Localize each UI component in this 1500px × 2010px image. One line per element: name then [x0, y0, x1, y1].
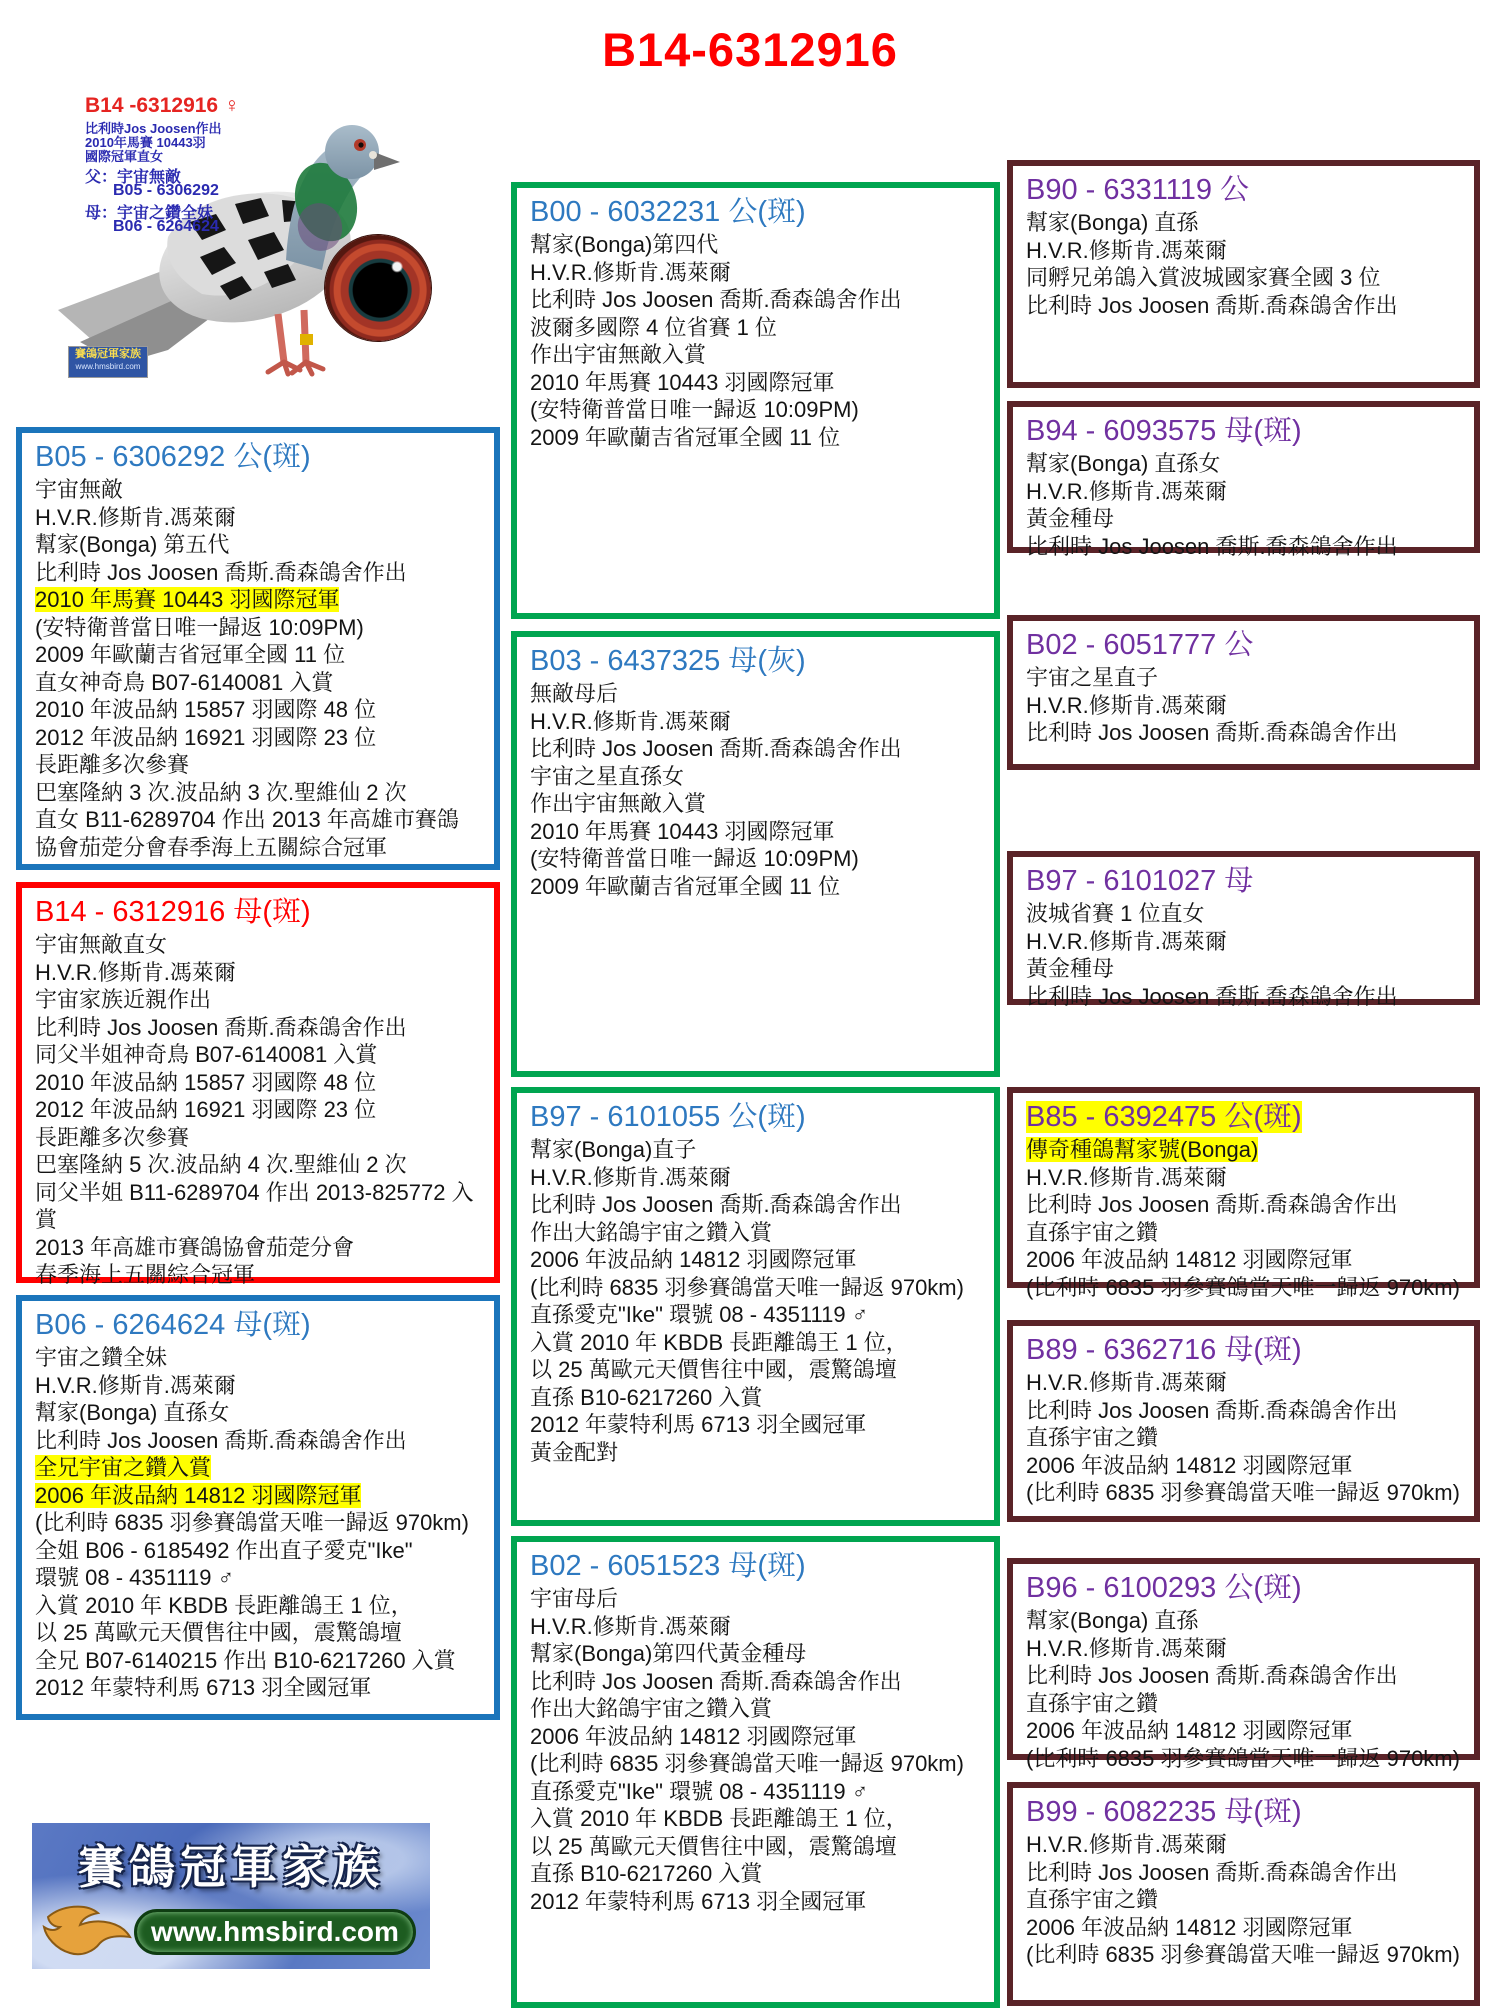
pedigree-line-text: 直孫愛克"Ike" 環號 08 - 4351119 ♂: [530, 1778, 869, 1804]
watermark-url: www.hmsbird.com: [75, 362, 141, 371]
pedigree-line-text: 2010 年波品納 15857 羽國際 48 位: [35, 697, 377, 722]
pedigree-line-text: 2012 年波品納 16921 羽國際 23 位: [35, 1097, 377, 1122]
pedigree-line-text: 作出宇宙無敵入賞: [530, 342, 707, 367]
pedigree-line-text: 長距離多次參賽: [35, 1124, 190, 1150]
pedigree-line: [530, 680, 981, 708]
pedigree-line-text: 2012 年蒙特利馬 6713 羽全國冠軍: [530, 1888, 867, 1914]
pedigree-line: [1026, 478, 1461, 506]
pedigree-line-text: 全兄 B07-6140215 作出 B10-6217260 入賞: [35, 1647, 456, 1673]
pedigree-line-text: 2009 年歐蘭吉省冠軍全國 11 位: [530, 424, 841, 450]
pedigree-line: [1026, 1246, 1461, 1274]
pedigree-box-b02-mid: [511, 1536, 1000, 2008]
loft-logo-title: 賽鴿冠軍家族: [78, 1841, 384, 1893]
pedigree-line-text: 直女神奇鳥 B07-6140081 入賞: [35, 669, 334, 695]
pedigree-line-text: 比利時 Jos Joosen 喬斯.喬森鴿舍作出: [1026, 720, 1398, 745]
box-lines: [1026, 664, 1461, 747]
pedigree-line: [1026, 264, 1461, 292]
pedigree-line-text: 黃金配對: [530, 1439, 619, 1465]
pedigree-line-text: 巴塞隆納 3 次.波品納 3 次.聖維仙 2 次: [35, 779, 407, 805]
pedigree-line-text: 幫家(Bonga)第四代: [530, 232, 719, 257]
pedigree-line-text: 比利時 Jos Joosen 喬斯.喬森鴿舍作出: [1026, 1397, 1398, 1423]
pedigree-line: [35, 1399, 481, 1427]
pedigree-line-text: 作出大銘鴿宇宙之鑽入賞: [530, 1696, 773, 1721]
box-lines: [530, 1585, 981, 1915]
pedigree-line: [530, 1411, 981, 1439]
pedigree-line: [35, 1537, 481, 1565]
pedigree-line: [35, 1234, 481, 1262]
pedigree-box-header: B96 - 6100293 公(斑): [1026, 1572, 1302, 1604]
pedigree-line-text: 2009 年歐蘭吉省冠軍全國 11 位: [530, 873, 841, 899]
pedigree-line: [530, 1164, 981, 1192]
pedigree-line: [35, 1592, 481, 1620]
pedigree-line-text: 協會茄萣分會春季海上五關綜合冠軍: [35, 834, 388, 860]
pedigree-line: [35, 696, 481, 724]
pedigree-line-text: 比利時 Jos Joosen 喬斯.喬森鴿舍作出: [35, 1427, 407, 1453]
pedigree-line: [530, 763, 981, 791]
photo-watermark: [68, 346, 148, 378]
pedigree-box-b00: [511, 182, 1000, 619]
pedigree-line: [35, 504, 481, 532]
pedigree-line: [530, 1613, 981, 1641]
pedigree-line-text: 長距離多次參賽: [35, 752, 190, 777]
pedigree-box-header: B02 - 6051523 母(斑): [530, 1550, 806, 1582]
pedigree-line: [35, 1014, 481, 1042]
pedigree-line-text: 全兄宇宙之鑽入賞: [35, 1455, 212, 1480]
pedigree-line-text: 2006 年波品納 14812 羽國際冠軍: [530, 1247, 857, 1272]
box-lines: [1026, 900, 1461, 1010]
pedigree-line-text: 以 25 萬歐元天價售往中國，震驚鴿壇: [530, 1833, 897, 1859]
pedigree-line-text: H.V.R.修斯肯.馮萊爾: [1026, 928, 1227, 954]
pedigree-line-text: 以 25 萬歐元天價售往中國，震驚鴿壇: [530, 1357, 897, 1382]
pedigree-line-text: 比利時 Jos Joosen 喬斯.喬森鴿舍作出: [35, 559, 407, 585]
pedigree-line-text: 2010 年馬賽 10443 羽國際冠軍: [530, 818, 835, 844]
pedigree-line: [1026, 664, 1461, 692]
pedigree-line: [35, 1674, 481, 1702]
box-lines: [1026, 1136, 1461, 1301]
pedigree-line: [35, 806, 481, 834]
pedigree-line: [35, 1124, 481, 1152]
pedigree-line-text: 以 25 萬歐元天價售往中國，震驚鴿壇: [35, 1620, 402, 1645]
pedigree-line-text: 全姐 B06 - 6185492 作出直子愛克"Ike": [35, 1537, 413, 1563]
pedigree-line-text: (比利時 6835 羽參賽鴿當天唯一歸返 970km): [530, 1751, 964, 1776]
pedigree-line: [1026, 900, 1461, 928]
pedigree-line-text: 宇宙無敵直女: [35, 932, 168, 957]
pedigree-line-text: 比利時 Jos Joosen 喬斯.喬森鴿舍作出: [1026, 1192, 1398, 1217]
pedigree-line-text: 2010 年波品納 15857 羽國際 48 位: [35, 1069, 377, 1095]
pedigree-line: [1026, 1690, 1461, 1718]
pedigree-line-text: 比利時 Jos Joosen 喬斯.喬森鴿舍作出: [1026, 1663, 1398, 1688]
pedigree-line: [530, 341, 981, 369]
pedigree-box-header: B90 - 6331119 公: [1026, 174, 1250, 206]
pedigree-line: [1026, 505, 1461, 533]
pedigree-line: [530, 873, 981, 901]
pedigree-line-text: 幫家(Bonga) 直孫女: [35, 1400, 230, 1425]
pedigree-line: [1026, 1831, 1461, 1859]
pedigree-line: [35, 986, 481, 1014]
pedigree-box-b05: [16, 427, 500, 870]
pedigree-line-text: 比利時 Jos Joosen 喬斯.喬森鴿舍作出: [35, 1014, 407, 1040]
pedigree-line: [530, 259, 981, 287]
pedigree-line: [35, 559, 481, 587]
pedigree-line: [1026, 1745, 1461, 1773]
pedigree-line-text: 比利時 Jos Joosen 喬斯.喬森鴿舍作出: [530, 1668, 902, 1694]
pedigree-line-text: 直孫宇宙之鑽: [1026, 1425, 1159, 1450]
pedigree-line: [530, 1301, 981, 1329]
pedigree-box-b85: [1007, 1087, 1480, 1300]
pedigree-line-text: 宇宙之星直孫女: [530, 763, 685, 789]
pedigree-box-b90: [1007, 160, 1480, 388]
pedigree-line: [1026, 237, 1461, 265]
pedigree-line: [530, 1805, 981, 1833]
pedigree-line-text: 幫家(Bonga) 直孫女: [1026, 451, 1221, 476]
pedigree-line: [1026, 1191, 1461, 1219]
box-lines: [35, 1344, 481, 1702]
pedigree-line: [530, 1668, 981, 1696]
pedigree-line-text: 波城省賽 1 位直女: [1026, 901, 1205, 926]
pedigree-line-text: 2006 年波品納 14812 羽國際冠軍: [1026, 1247, 1353, 1272]
pedigree-line-text: 黃金種母: [1026, 956, 1115, 981]
pedigree-line: [35, 1069, 481, 1097]
pedigree-line-text: 宇宙之星直子: [1026, 665, 1159, 690]
pedigree-line-text: 比利時 Jos Joosen 喬斯.喬森鴿舍作出: [530, 1192, 902, 1217]
pedigree-line: [530, 314, 981, 342]
pedigree-line-text: 作出大銘鴿宇宙之鑽入賞: [530, 1219, 773, 1245]
pedigree-box-header: B97 - 6101027 母: [1026, 865, 1254, 897]
pedigree-box-b03: [511, 631, 1000, 1077]
pedigree-line: [35, 751, 481, 779]
pedigree-box-header: B99 - 6082235 母(斑): [1026, 1796, 1302, 1828]
box-lines: [1026, 450, 1461, 560]
pedigree-line-text: 無敵母后: [530, 681, 619, 706]
photo-ring-title: B14 -6312916 ♀: [85, 94, 240, 117]
pedigree-box-b02-right: [1007, 615, 1480, 770]
pedigree-line: [35, 1564, 481, 1592]
pedigree-line-text: 傳奇種鴿幫家號(Bonga): [1026, 1137, 1259, 1162]
pedigree-line: [530, 818, 981, 846]
pedigree-line: [1026, 1274, 1461, 1302]
pedigree-line-text: 比利時 Jos Joosen 喬斯.喬森鴿舍作出: [1026, 533, 1398, 559]
pedigree-box-header: B00 - 6032231 公(斑): [530, 196, 806, 228]
pedigree-box-b97-sire-side: [511, 1087, 1000, 1526]
pedigree-line-text: 直孫宇宙之鑽: [1026, 1219, 1159, 1245]
pedigree-line: [530, 1695, 981, 1723]
pedigree-line: [530, 1833, 981, 1861]
pedigree-line-text: 同孵兄弟鴿入賞波城國家賽全國 3 位: [1026, 265, 1381, 290]
pedigree-line-text: H.V.R.修斯肯.馮萊爾: [35, 959, 236, 985]
pedigree-line-text: 入賞 2010 年 KBDB 長距離鴿王 1 位，: [35, 1592, 413, 1618]
pedigree-line-text: H.V.R.修斯肯.馮萊爾: [1026, 237, 1227, 263]
pedigree-line: [530, 1640, 981, 1668]
pedigree-line-text: H.V.R.修斯肯.馮萊爾: [1026, 1832, 1227, 1857]
loft-logo-banner: [32, 1823, 430, 1969]
pedigree-line: [35, 1096, 481, 1124]
pedigree-line-text: (比利時 6835 羽參賽鴿當天唯一歸返 970km): [35, 1510, 469, 1535]
pedigree-line: [35, 641, 481, 669]
pedigree-line-text: (安特衛普當日唯一歸返 10:09PM): [35, 614, 364, 640]
pedigree-line-text: 幫家(Bonga)直子: [530, 1137, 697, 1162]
watermark-title: 賽鴿冠軍家族: [75, 348, 141, 360]
pedigree-box-header: B97 - 6101055 公(斑): [530, 1101, 806, 1133]
pedigree-box-header: B05 - 6306292 公(斑): [35, 441, 311, 473]
pedigree-line-text: H.V.R.修斯肯.馮萊爾: [35, 1372, 236, 1398]
pedigree-box-header: B89 - 6362716 母(斑): [1026, 1334, 1302, 1366]
pedigree-line: [1026, 983, 1461, 1011]
pedigree-line: [1026, 955, 1461, 983]
pedigree-box-header: B02 - 6051777 公: [1026, 629, 1254, 661]
pedigree-line-text: 宇宙母后: [530, 1586, 619, 1611]
pedigree-box-header: B94 - 6093575 母(斑): [1026, 415, 1302, 447]
pedigree-line: [1026, 209, 1461, 237]
pedigree-line-text: (比利時 6835 羽參賽鴿當天唯一歸返 970km): [1026, 1274, 1460, 1300]
pedigree-line-text: (比利時 6835 羽參賽鴿當天唯一歸返 970km): [530, 1274, 964, 1300]
pedigree-box-header: B06 - 6264624 母(斑): [35, 1309, 311, 1341]
pedigree-line: [530, 396, 981, 424]
box-lines: [35, 476, 481, 861]
pigeon-eye-photo: [325, 235, 431, 341]
box-lines: [530, 680, 981, 900]
pedigree-box-b99: [1007, 1782, 1480, 2006]
pedigree-line-text: (比利時 6835 羽參賽鴿當天唯一歸返 970km): [1026, 1745, 1460, 1771]
pedigree-line-text: 2006 年波品納 14812 羽國際冠軍: [1026, 1718, 1353, 1743]
pedigree-line-text: 波爾多國際 4 位省賽 1 位: [530, 314, 777, 340]
pedigree-line: [530, 286, 981, 314]
pedigree-line: [1026, 1424, 1461, 1452]
pedigree-line-text: 巴塞隆納 5 次.波品納 4 次.聖維仙 2 次: [35, 1152, 407, 1177]
pedigree-line-text: H.V.R.修斯肯.馮萊爾: [1026, 692, 1227, 718]
pedigree-line-text: 黃金種母: [1026, 506, 1115, 531]
pedigree-line-text: H.V.R.修斯肯.馮萊爾: [1026, 1370, 1227, 1395]
pedigree-line: [35, 476, 481, 504]
pedigree-line-text: 宇宙無敵: [35, 477, 124, 502]
pedigree-line-text: 比利時 Jos Joosen 喬斯.喬森鴿舍作出: [530, 736, 902, 761]
pedigree-line-text: H.V.R.修斯肯.馮萊爾: [530, 1164, 731, 1190]
pedigree-line: [530, 1191, 981, 1219]
pedigree-line-text: (安特衛普當日唯一歸返 10:09PM): [530, 397, 859, 422]
pedigree-line-text: 幫家(Bonga) 直孫: [1026, 1608, 1199, 1633]
pedigree-line: [35, 959, 481, 987]
pedigree-line-text: 春季海上五關綜合冠軍: [35, 1262, 256, 1287]
pedigree-line: [1026, 1164, 1461, 1192]
pedigree-line: [1026, 1607, 1461, 1635]
pedigree-line: [530, 1778, 981, 1806]
pedigree-line-text: 2012 年蒙特利馬 6713 羽全國冠軍: [530, 1412, 867, 1437]
pedigree-line: [1026, 692, 1461, 720]
pedigree-box-header: [1026, 1098, 1461, 1136]
pedigree-box-header-text: B85 - 6392475 公(斑): [1026, 1101, 1302, 1133]
pedigree-line-text: 宇宙之鑽全妹: [35, 1345, 168, 1370]
pedigree-line-text: 2012 年波品納 16921 羽國際 23 位: [35, 724, 377, 750]
pedigree-line-text: H.V.R.修斯肯.馮萊爾: [1026, 1635, 1227, 1661]
pedigree-line-text: 直孫宇宙之鑽: [1026, 1887, 1159, 1912]
pedigree-line: [530, 1219, 981, 1247]
pedigree-line: [1026, 1717, 1461, 1745]
pedigree-line-text: 2010 年馬賽 10443 羽國際冠軍: [35, 587, 340, 612]
pedigree-line-text: 同父半姐 B11-6289704 作出 2013-825772 入: [35, 1179, 474, 1205]
pedigree-line: [530, 845, 981, 873]
pedigree-line: [35, 1427, 481, 1455]
pedigree-line-text: (安特衛普當日唯一歸返 10:09PM): [530, 846, 859, 871]
pedigree-line: [1026, 533, 1461, 561]
pedigree-line-text: 幫家(Bonga) 第五代: [35, 532, 230, 557]
box-lines: [1026, 1831, 1461, 1969]
pedigree-line: [530, 1356, 981, 1384]
pedigree-line: [1026, 1219, 1461, 1247]
pedigree-line-text: 賞: [35, 1207, 58, 1232]
photo-caption-line3: 國際冠軍直女: [85, 149, 164, 164]
pedigree-line: [530, 708, 981, 736]
box-lines: [530, 231, 981, 451]
pedigree-line: [1026, 1397, 1461, 1425]
pedigree-line-text: 環號 08 - 4351119 ♂: [35, 1565, 235, 1590]
pedigree-line-text: 2006 年波品納 14812 羽國際冠軍: [1026, 1452, 1353, 1478]
pigeon-photo: [50, 72, 440, 384]
pedigree-line: [1026, 1635, 1461, 1663]
pedigree-line: [35, 669, 481, 697]
pedigree-line: [35, 724, 481, 752]
loft-logo-url: www.hmsbird.com: [134, 1909, 416, 1955]
pedigree-line-text: 直孫宇宙之鑽: [1026, 1690, 1159, 1716]
pedigree-line: [35, 586, 481, 614]
pedigree-line: [530, 1750, 981, 1778]
box-lines: [530, 1136, 981, 1466]
pedigree-line: [35, 1206, 481, 1234]
pedigree-line: [530, 1274, 981, 1302]
pedigree-line: [35, 1619, 481, 1647]
pedigree-line: [530, 1439, 981, 1467]
pedigree-line: [1026, 1452, 1461, 1480]
pedigree-line: [35, 531, 481, 559]
pedigree-line: [1026, 1941, 1461, 1969]
pedigree-line: [1026, 1369, 1461, 1397]
pedigree-line-text: (比利時 6835 羽參賽鴿當天唯一歸返 970km): [1026, 1942, 1460, 1967]
pedigree-line-text: 比利時 Jos Joosen 喬斯.喬森鴿舍作出: [1026, 1859, 1398, 1885]
pedigree-box-b89: [1007, 1320, 1480, 1522]
pedigree-line: [530, 1136, 981, 1164]
pedigree-box-header: B14 - 6312916 母(斑): [35, 896, 311, 928]
pedigree-line: [35, 1179, 481, 1207]
pedigree-line: [530, 790, 981, 818]
pedigree-line: [35, 614, 481, 642]
photo-dam-label: 母：宇宙之鑽全妹: [85, 205, 214, 222]
box-lines: [1026, 209, 1461, 319]
pedigree-line: [35, 1482, 481, 1510]
pedigree-line: [35, 1151, 481, 1179]
pedigree-line-text: H.V.R.修斯肯.馮萊爾: [530, 708, 731, 734]
pedigree-line: [35, 779, 481, 807]
box-lines: [1026, 1607, 1461, 1772]
pedigree-line-text: 宇宙家族近親作出: [35, 987, 212, 1012]
pedigree-line: [530, 735, 981, 763]
pedigree-line-text: (比利時 6835 羽參賽鴿當天唯一歸返 970km): [1026, 1480, 1460, 1505]
pedigree-line-text: 2013 年高雄市賽鴿協會茄萣分會: [35, 1234, 355, 1260]
pedigree-line: [1026, 1886, 1461, 1914]
pedigree-line: [530, 1246, 981, 1274]
pedigree-line: [1026, 1859, 1461, 1887]
pedigree-line-text: 作出宇宙無敵入賞: [530, 791, 707, 816]
pedigree-line-text: 同父半姐神奇鳥 B07-6140081 入賞: [35, 1042, 378, 1067]
pedigree-line: [530, 1860, 981, 1888]
pedigree-line-text: 2006 年波品納 14812 羽國際冠軍: [530, 1723, 857, 1749]
photo-sire-ring: B05 - 6306292: [113, 182, 219, 199]
box-lines: [35, 931, 481, 1289]
pedigree-line: [35, 1454, 481, 1482]
pedigree-line: [35, 1344, 481, 1372]
pedigree-line: [35, 1647, 481, 1675]
pedigree-line-text: 比利時 Jos Joosen 喬斯.喬森鴿舍作出: [1026, 292, 1398, 318]
pedigree-line: [1026, 450, 1461, 478]
photo-dam-ring: B06 - 6264624: [113, 218, 219, 235]
pedigree-line: [530, 1888, 981, 1916]
pedigree-line-text: 直女 B11-6289704 作出 2013 年高雄市賽鴿: [35, 807, 459, 832]
pedigree-line: [530, 1329, 981, 1357]
pedigree-box-b14: [16, 882, 500, 1287]
photo-caption-line1: 比利時Jos Joosen作出: [85, 121, 222, 136]
pedigree-line: [530, 1585, 981, 1613]
pedigree-line-text: 2009 年歐蘭吉省冠軍全國 11 位: [35, 642, 346, 667]
pedigree-line-text: H.V.R.修斯肯.馮萊爾: [1026, 478, 1227, 504]
pedigree-line-text: 2006 年波品納 14812 羽國際冠軍: [35, 1482, 362, 1508]
pedigree-line: [530, 1384, 981, 1412]
pedigree-line-text: 比利時 Jos Joosen 喬斯.喬森鴿舍作出: [1026, 983, 1398, 1009]
pedigree-line: [1026, 1136, 1461, 1164]
box-lines: [1026, 1369, 1461, 1507]
pedigree-line: [35, 1372, 481, 1400]
pedigree-box-b94: [1007, 401, 1480, 559]
pedigree-line-text: H.V.R.修斯肯.馮萊爾: [530, 259, 731, 285]
photo-sire-label: 父：宇宙無敵: [85, 169, 182, 186]
pedigree-line-text: H.V.R.修斯肯.馮萊爾: [1026, 1164, 1227, 1190]
pedigree-box-b96: [1007, 1558, 1480, 1771]
pedigree-line: [530, 424, 981, 452]
pedigree-line: [35, 931, 481, 959]
dove-icon: [42, 1903, 134, 1961]
pedigree-line: [530, 369, 981, 397]
pedigree-line-text: 2010 年馬賽 10443 羽國際冠軍: [530, 369, 835, 395]
pedigree-line: [1026, 1479, 1461, 1507]
pedigree-line: [1026, 1662, 1461, 1690]
pedigree-line: [1026, 719, 1461, 747]
pedigree-line-text: 2006 年波品納 14812 羽國際冠軍: [1026, 1914, 1353, 1940]
pedigree-line-text: 2012 年蒙特利馬 6713 羽全國冠軍: [35, 1675, 372, 1700]
pedigree-line: [530, 231, 981, 259]
pedigree-line-text: 幫家(Bonga) 直孫: [1026, 210, 1199, 235]
pedigree-line-text: 入賞 2010 年 KBDB 長距離鴿王 1 位，: [530, 1329, 908, 1355]
pedigree-line-text: 入賞 2010 年 KBDB 長距離鴿王 1 位，: [530, 1806, 908, 1831]
pedigree-line-text: H.V.R.修斯肯.馮萊爾: [35, 504, 236, 530]
pedigree-line-text: 幫家(Bonga)第四代黃金種母: [530, 1641, 807, 1666]
pedigree-line: [35, 1041, 481, 1069]
photo-caption-line2: 2010年馬賽 10443羽: [85, 135, 206, 150]
pedigree-box-b06: [16, 1295, 500, 1720]
pedigree-line-text: 直孫 B10-6217260 入賞: [530, 1861, 763, 1886]
pedigree-line: [1026, 1914, 1461, 1942]
page-title: B14-6312916: [602, 23, 898, 76]
pedigree-line-text: 比利時 Jos Joosen 喬斯.喬森鴿舍作出: [530, 287, 902, 312]
pedigree-line: [35, 834, 481, 862]
pedigree-box-b97-right: [1007, 851, 1480, 1009]
pedigree-line: [35, 1509, 481, 1537]
pedigree-line: [1026, 928, 1461, 956]
pedigree-box-header: B03 - 6437325 母(灰): [530, 645, 806, 677]
pedigree-line: [1026, 292, 1461, 320]
pedigree-line-text: 直孫 B10-6217260 入賞: [530, 1384, 763, 1410]
pedigree-line-text: 直孫愛克"Ike" 環號 08 - 4351119 ♂: [530, 1302, 869, 1327]
pedigree-line: [530, 1723, 981, 1751]
pedigree-line-text: H.V.R.修斯肯.馮萊爾: [530, 1613, 731, 1639]
pedigree-line: [35, 1261, 481, 1289]
